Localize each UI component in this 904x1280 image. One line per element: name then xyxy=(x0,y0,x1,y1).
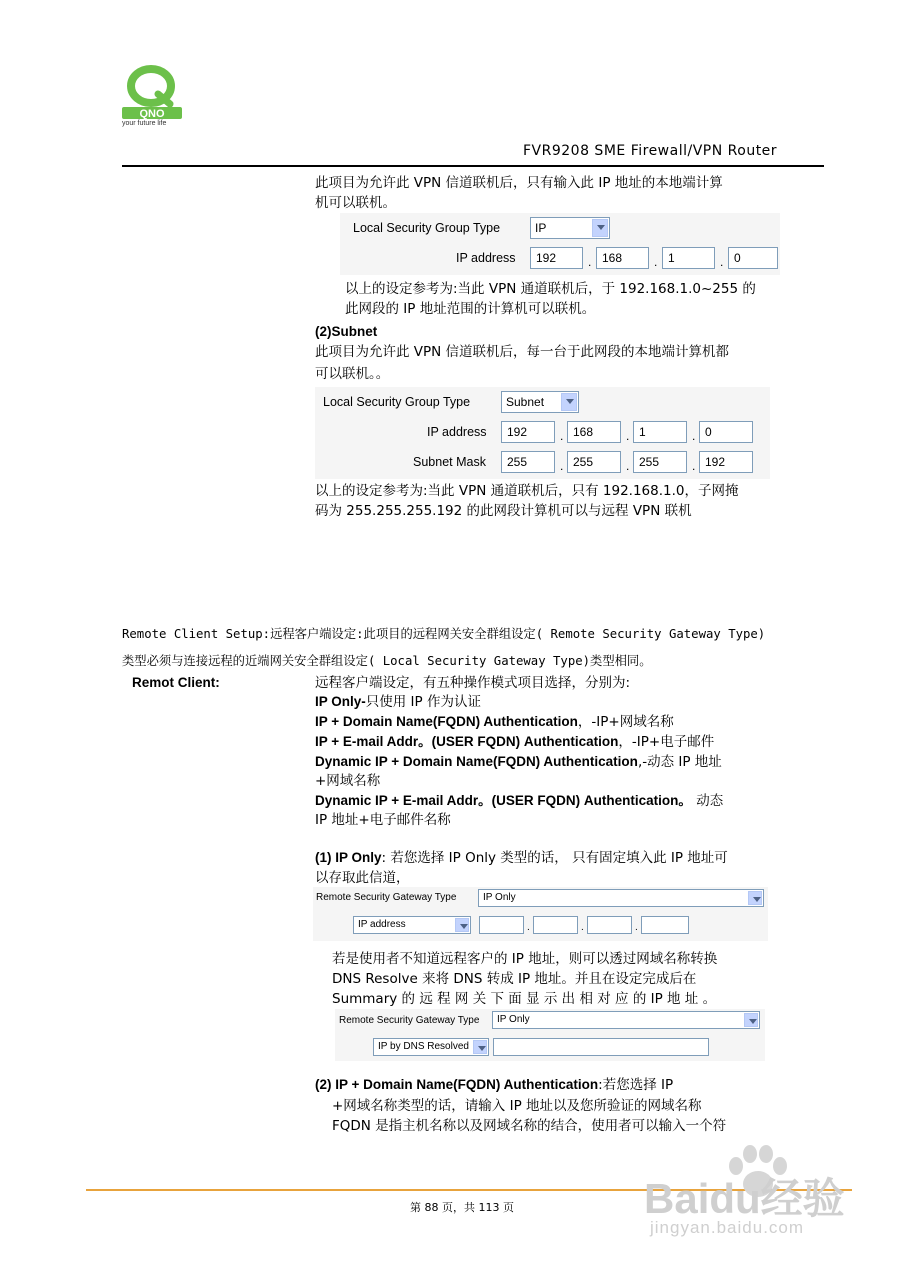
ip-address-label: IP address xyxy=(427,425,487,439)
watermark-logo: Baidu经验 xyxy=(644,1175,845,1222)
remote-gateway-type-value: IP Only xyxy=(483,892,516,903)
ip-octet-2[interactable]: 168 xyxy=(596,247,649,269)
remote-gateway-type-select[interactable] xyxy=(478,889,764,907)
remote-ip-octet-3[interactable] xyxy=(587,916,632,934)
option-3-name: IP + E-mail Addr。(USER FQDN) Authentication xyxy=(315,734,619,749)
ip-dot: . xyxy=(692,459,696,473)
remote-id-type-value: IP address xyxy=(358,919,406,930)
ip-only-title: (1) IP Only xyxy=(315,850,382,865)
ip-octet-3[interactable]: 1 xyxy=(633,421,687,443)
option-4-desc: ,-动态 IP 地址 xyxy=(637,754,722,770)
chevron-down-icon xyxy=(592,219,608,237)
local-group-type-label: Local Security Group Type xyxy=(353,221,501,235)
mask-octet-1[interactable]: 255 xyxy=(501,451,555,473)
ip-dot: . xyxy=(635,922,638,933)
local-ip-form xyxy=(340,213,780,275)
option-1 xyxy=(315,692,481,712)
remote-gateway-type-label: Remote Security Gateway Type xyxy=(339,1015,480,1026)
ip-dot: . xyxy=(626,429,630,443)
option-5 xyxy=(315,791,723,811)
local-group-type-value: Subnet xyxy=(506,395,545,409)
option-4 xyxy=(315,752,722,772)
ip-dot: . xyxy=(720,255,724,269)
remote-gateway-type-label: Remote Security Gateway Type xyxy=(316,892,457,903)
subnet-mask-label: Subnet Mask xyxy=(413,455,486,469)
remote-gateway-type-select[interactable] xyxy=(492,1011,760,1029)
watermark-url: jingyan.baidu.com xyxy=(650,1218,805,1237)
remote-id-type-select[interactable] xyxy=(373,1038,489,1056)
ip-dot: . xyxy=(527,922,530,933)
option-5-name: Dynamic IP + E-mail Addr。(USER FQDN) Authentication。 xyxy=(315,793,692,808)
local-group-type-select[interactable] xyxy=(501,391,579,413)
remote-id-type-select[interactable] xyxy=(353,916,471,934)
ip-dot: . xyxy=(581,922,584,933)
ip-octet-1[interactable]: 192 xyxy=(501,421,555,443)
intro-line-1: 此项目为允许此 VPN 信道联机后，只有输入此 IP 地址的本地端计算 xyxy=(315,175,723,191)
remote-gateway-form-2 xyxy=(335,1009,765,1061)
chevron-down-icon xyxy=(455,918,469,932)
footer-page-number: 第 88 页，共 113 页 xyxy=(410,1201,514,1214)
ip-dot: . xyxy=(560,429,564,443)
ip-dot: . xyxy=(626,459,630,473)
local-group-type-label: Local Security Group Type xyxy=(323,395,471,409)
option-4-cont: +网域名称 xyxy=(315,773,381,789)
dns-resolved-input[interactable] xyxy=(493,1038,709,1056)
ip-octet-2[interactable]: 168 xyxy=(567,421,621,443)
subnet-heading: (2)Subnet xyxy=(315,324,378,339)
logo-wordmark: QNO xyxy=(139,108,165,120)
chevron-down-icon xyxy=(561,393,577,411)
dns-note-line-3: Summary 的 远 程 网 关 下 面 显 示 出 相 对 应 的 IP 地 址 。 xyxy=(332,991,717,1007)
ip-only-heading xyxy=(315,848,728,868)
option-2-name: IP + Domain Name(FQDN) Authentication xyxy=(315,714,578,729)
ip-only-desc: : 若您选择 IP Only 类型的话， 只有固定填入此 IP 地址可 xyxy=(381,850,728,866)
subnet-note-line-1: 以上的设定参考为:当此 VPN 通道联机后，只有 192.168.1.0，子网掩 xyxy=(315,483,739,499)
header-rule xyxy=(122,165,824,167)
fqdn-line-2: +网域名称类型的话，请输入 IP 地址以及您所验证的网域名称 xyxy=(332,1098,702,1114)
chevron-down-icon xyxy=(748,891,762,905)
ip-dot: . xyxy=(588,255,592,269)
option-5-cont: IP 地址+电子邮件名称 xyxy=(315,812,451,828)
watermark xyxy=(642,1144,897,1274)
intro-line-2: 机可以联机。 xyxy=(315,195,396,211)
dns-note-line-2: DNS Resolve 来将 DNS 转成 IP 地址。并且在设定完成后在 xyxy=(332,971,697,987)
ip-dot: . xyxy=(654,255,658,269)
subnet-line-2: 可以联机。。 xyxy=(315,366,390,382)
local-group-type-select[interactable] xyxy=(530,217,610,239)
mask-octet-4[interactable]: 192 xyxy=(699,451,753,473)
ip-only-line-2: 以存取此信道， xyxy=(315,870,410,886)
ip-dot: . xyxy=(692,429,696,443)
ip-address-label: IP address xyxy=(456,251,516,265)
option-5-desc: 动态 xyxy=(691,793,724,809)
option-3-desc: ，-IP+电子邮件 xyxy=(618,734,715,750)
fqdn-title: (2) IP + Domain Name(FQDN) Authentication xyxy=(315,1077,599,1092)
chevron-down-icon xyxy=(473,1040,487,1054)
ip-dot: . xyxy=(560,459,564,473)
remote-gateway-type-value: IP Only xyxy=(497,1014,530,1025)
header-title: FVR9208 SME Firewall/VPN Router xyxy=(523,143,778,159)
remote-gateway-form-1 xyxy=(313,887,768,941)
option-2 xyxy=(315,712,674,732)
local-group-type-value: IP xyxy=(535,221,547,235)
option-2-desc: ，-IP+网域名称 xyxy=(577,714,674,730)
fqdn-line-3: FQDN 是指主机名称以及网域名称的结合，使用者可以输入一个符 xyxy=(332,1118,727,1134)
remote-ip-octet-4[interactable] xyxy=(641,916,689,934)
remote-setup-line-2: 类型必须与连接远程的近端网关安全群组设定( Local Security Gateway Type)类型相同。 xyxy=(122,654,652,668)
ip-octet-1[interactable]: 192 xyxy=(530,247,583,269)
remote-client-label: Remot Client: xyxy=(132,675,220,690)
logo xyxy=(118,64,188,134)
mask-octet-3[interactable]: 255 xyxy=(633,451,687,473)
option-1-name: IP Only- xyxy=(315,694,366,709)
subnet-note-line-2: 码为 255.255.255.192 的此网段计算机可以与远程 VPN 联机 xyxy=(315,503,692,519)
option-4-name: Dynamic IP + Domain Name(FQDN) Authentication xyxy=(315,754,638,769)
subnet-line-1: 此项目为允许此 VPN 信道联机后，每一台于此网段的本地端计算机都 xyxy=(315,344,730,360)
ip-octet-4[interactable]: 0 xyxy=(699,421,753,443)
fqdn-heading xyxy=(315,1075,673,1095)
remote-ip-octet-1[interactable] xyxy=(479,916,524,934)
chevron-down-icon xyxy=(744,1013,758,1027)
dns-note-line-1: 若是使用者不知道远程客户的 IP 地址，则可以透过网域名称转换 xyxy=(332,951,718,967)
mask-octet-2[interactable]: 255 xyxy=(567,451,621,473)
ip-octet-4[interactable]: 0 xyxy=(728,247,778,269)
ip-note-line-2: 此网段的 IP 地址范围的计算机可以联机。 xyxy=(345,301,596,317)
remote-client-intro: 远程客户端设定，有五种操作模式项目选择，分别为: xyxy=(315,675,631,691)
remote-id-type-value: IP by DNS Resolved xyxy=(378,1041,469,1052)
logo-tagline: your future life xyxy=(122,120,167,127)
fqdn-desc: :若您选择 IP xyxy=(598,1077,674,1093)
remote-ip-octet-2[interactable] xyxy=(533,916,578,934)
ip-note-line-1: 以上的设定参考为:当此 VPN 通道联机后，于 192.168.1.0~255 的 xyxy=(345,281,756,297)
local-subnet-form xyxy=(315,387,770,479)
remote-setup-line-1: Remote Client Setup:远程客户端设定:此项目的远程网关安全群组设定( Remote Security Gateway Type) xyxy=(122,627,766,641)
option-1-desc: 只使用 IP 作为认证 xyxy=(365,694,481,710)
option-3 xyxy=(315,732,714,752)
ip-octet-3[interactable]: 1 xyxy=(662,247,715,269)
